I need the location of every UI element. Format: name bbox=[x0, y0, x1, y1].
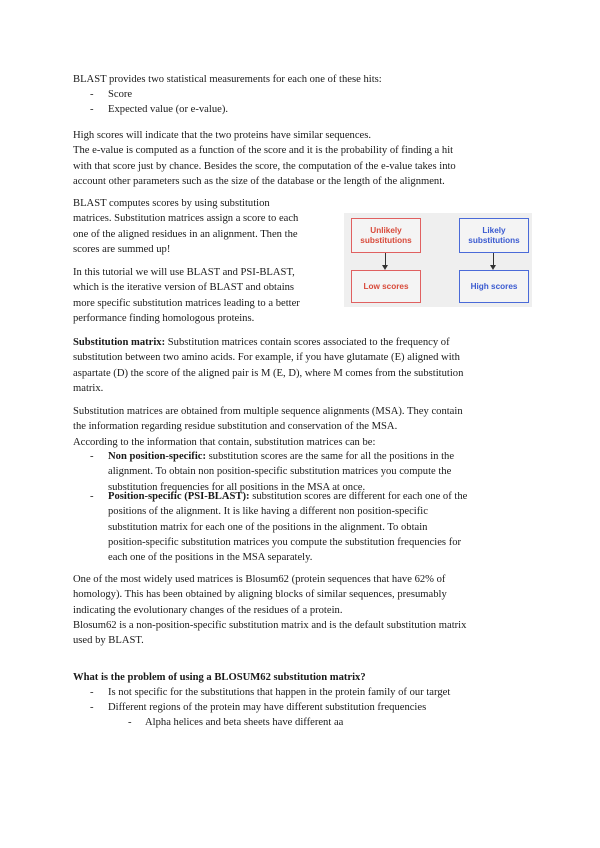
text-line: used by BLAST. bbox=[73, 635, 144, 647]
text-line: position-specific substitution matrices you compute the substitution frequencies for bbox=[108, 536, 462, 548]
text-line: High scores will indicate that the two proteins have similar sequences. bbox=[73, 130, 372, 141]
list-item: Different regions of the protein may have different substitution frequencies bbox=[108, 702, 427, 713]
text-line: Substitution matrices are obtained from multiple sequence alignments (MSA). They contain bbox=[73, 406, 463, 417]
text-line: performance finding homologous proteins. bbox=[73, 312, 255, 324]
text-line: alignment. To obtain non position-specific substitution matrices you compute the bbox=[108, 466, 452, 478]
bullet-dash: - bbox=[90, 687, 94, 698]
text-line: each one of the positions in the MSA separately. bbox=[108, 552, 313, 564]
low-scores-box: Low scores bbox=[351, 270, 421, 303]
text-line: substitution scores are the same for all the positions in the bbox=[206, 451, 455, 462]
bullet-dash: - bbox=[90, 104, 94, 115]
list-item-evalue: Expected value (or e-value). bbox=[108, 104, 228, 115]
paragraph-msa bbox=[73, 404, 463, 450]
term: Non position-specific: bbox=[108, 451, 206, 462]
paragraph-scores bbox=[73, 128, 456, 189]
list-item-position-specific bbox=[108, 489, 467, 565]
text-line: with that score just by chance. Besides the score, the computation of the e-value takes into bbox=[73, 160, 456, 172]
bullet-dash: - bbox=[90, 89, 94, 100]
text-line: more specific substitution matrices leading to a better bbox=[73, 297, 300, 309]
text-line: positions of the alignment. It is like having a different non position-specific bbox=[108, 506, 428, 518]
box-label: Unlikely bbox=[370, 225, 402, 235]
text-line: According to the information that contain, substitution matrices can be: bbox=[73, 436, 376, 448]
paragraph-blosum bbox=[73, 572, 466, 648]
intro-line: BLAST provides two statistical measurements for each one of these hits: bbox=[73, 74, 382, 85]
text-line: aspartate (D) the score of the aligned pair is M (E, D), where M comes from the substitution bbox=[73, 367, 464, 379]
text-line: indicating the evolutionary changes of the residues of a protein. bbox=[73, 604, 343, 616]
paragraph-blast-scores bbox=[73, 196, 298, 257]
text-line: In this tutorial we will use BLAST and PSI-BLAST, bbox=[73, 267, 295, 278]
list-item: Is not specific for the substitutions that happen in the protein family of our target bbox=[108, 687, 451, 698]
list-item-score: Score bbox=[108, 89, 133, 100]
bullet-dash: - bbox=[90, 702, 94, 713]
text-line: One of the most widely used matrices is Blosum62 (protein sequences that have 62% of bbox=[73, 574, 446, 585]
text-line: substitution frequencies for all positions in the MSA at once. bbox=[108, 481, 366, 493]
bullet-dash: - bbox=[128, 717, 132, 728]
bullet-dash: - bbox=[90, 451, 94, 462]
box-label: substitutions bbox=[360, 235, 412, 245]
text-line: matrix. bbox=[73, 382, 104, 394]
unlikely-substitutions-box bbox=[351, 218, 421, 253]
high-scores-box: High scores bbox=[459, 270, 529, 303]
text-line: substitution between two amino acids. For example, if you have glutamate (E) aligned with bbox=[73, 352, 460, 364]
box-label: Likely bbox=[482, 225, 506, 235]
bullet-dash: - bbox=[90, 491, 94, 502]
text-line: account other parameters such as the size of the database or the length of the alignment. bbox=[73, 175, 445, 187]
text-line: Blosum62 is a non-position-specific substitution matrix and is the default substitution matrix bbox=[73, 619, 467, 631]
list-item-nonposition bbox=[108, 449, 454, 495]
text-line: scores are summed up! bbox=[73, 243, 171, 255]
text-line: the information regarding residue substitution and conservation of the MSA. bbox=[73, 421, 398, 433]
list-subitem: Alpha helices and beta sheets have different aa bbox=[145, 717, 344, 728]
text-line: homology). This has been obtained by aligning blocks of similar sequences, presumably bbox=[73, 589, 447, 601]
text-line: one of the aligned residues in an alignment. Then the bbox=[73, 228, 298, 240]
text-line: matrices. Substitution matrices assign a score to each bbox=[73, 213, 299, 225]
problem-heading: What is the problem of using a BLOSUM62 substitution matrix? bbox=[73, 672, 366, 683]
term: Substitution matrix: bbox=[73, 337, 166, 348]
text-line: BLAST computes scores by using substitution bbox=[73, 198, 270, 209]
text-line: Substitution matrices contain scores associated to the frequency of bbox=[165, 337, 450, 348]
substitution-score-figure bbox=[344, 213, 532, 307]
text-line: substitution matrix for each one of the positions in the alignment. To obtain bbox=[108, 521, 428, 533]
paragraph-substitution-matrix bbox=[73, 335, 533, 396]
likely-substitutions-box bbox=[459, 218, 529, 253]
text-line: which is the iterative version of BLAST and obtains bbox=[73, 282, 295, 294]
text-line: substitution scores are different for each one of the bbox=[249, 491, 468, 502]
paragraph-tutorial bbox=[73, 265, 300, 326]
box-label: substitutions bbox=[468, 235, 520, 245]
text-line: The e-value is computed as a function of the score and it is the probability of finding a hit bbox=[73, 145, 454, 157]
term: Position-specific (PSI-BLAST): bbox=[108, 491, 250, 502]
